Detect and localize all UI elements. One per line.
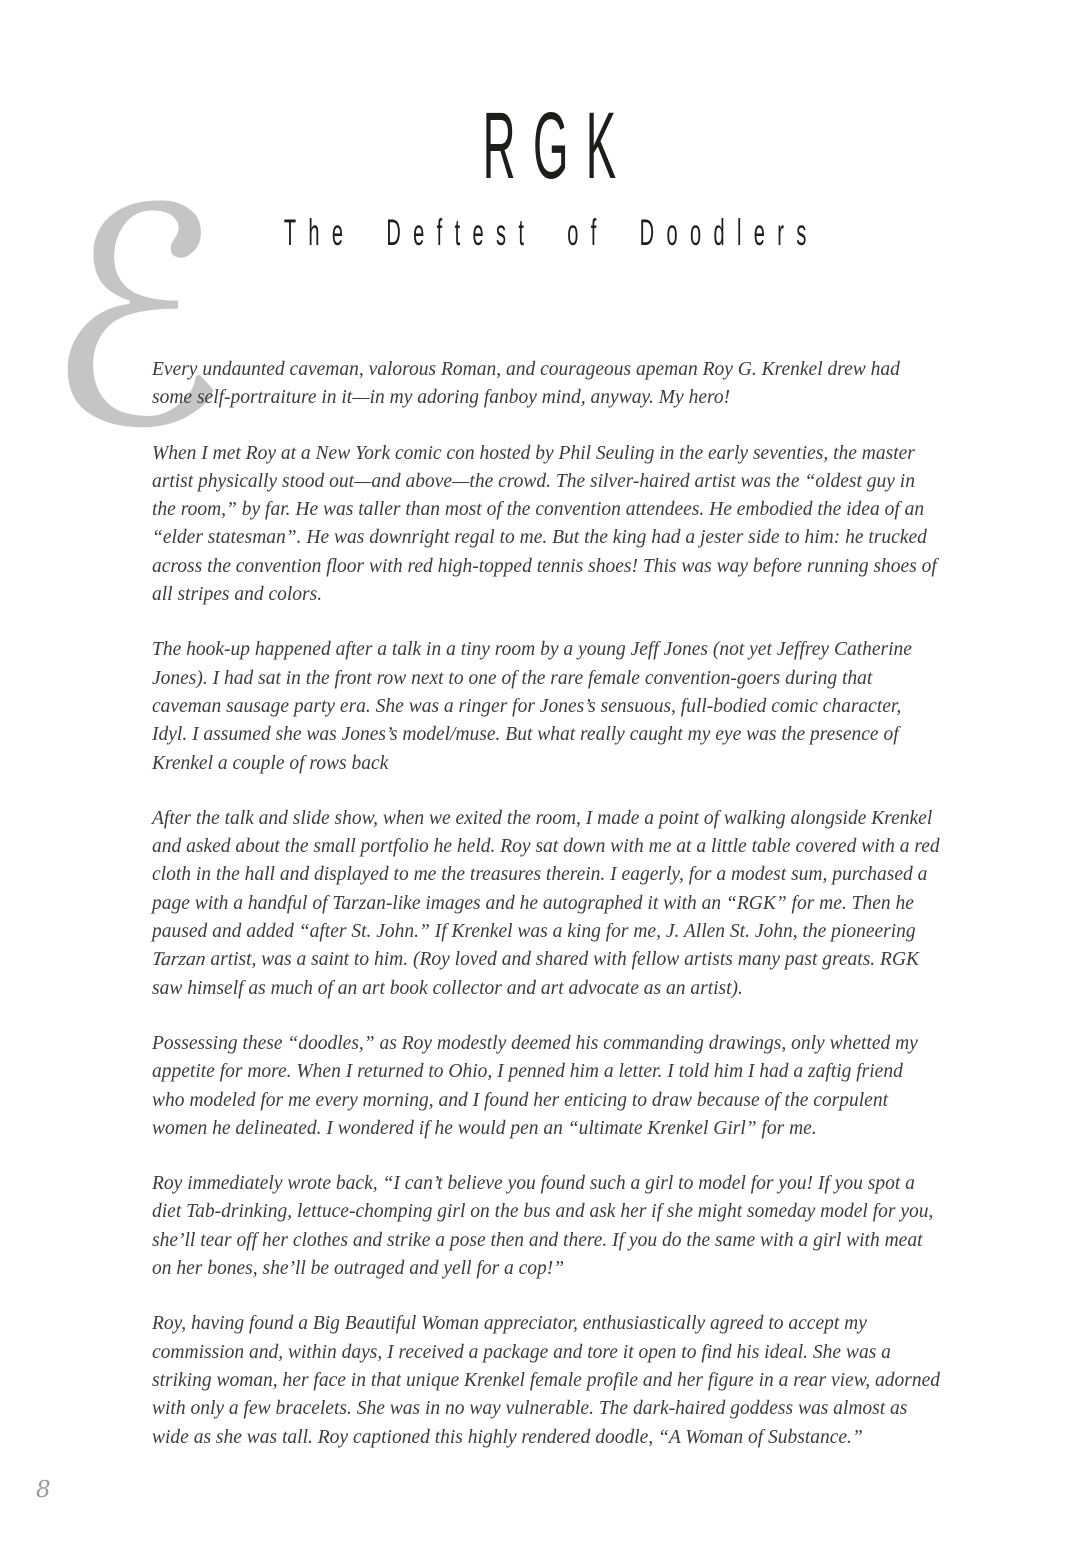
italic-run: Tarzan	[150, 949, 207, 971]
paragraph	[152, 1310, 940, 1451]
text-run: Possessing these “doodles,” as Roy modestly deemed his commanding drawings, only whetted my appetite for more. When I returned to Ohio, I penned him a letter. I told him I had a zaftig friend who modeled for me every morning, and I found her enticing to draw because of the corpulent women he delineated. I wondered if he would pen an “ultimate Krenkel Girl” for me.	[152, 1032, 918, 1139]
page-subtitle-text: The Deftest of Doodlers	[284, 212, 819, 253]
text-run: After the talk and slide show, when we exited the room, I made a point of walking alongside Krenkel and asked about the small portfolio he held. Roy sat down with me at a little table covered with a red cloth in the hall and displayed to me the treasures therein. I eagerly, for a modest sum, purchased a page with a handful of Tarzan-like images and he autographed it with an “RGK” for me. Then he paused and added “after St. John.” If Krenkel was a king for me, J. Allen St. John, the pioneering	[152, 807, 940, 943]
article-body	[152, 356, 940, 1479]
text-run: When I met Roy at a New York comic con hosted by Phil Seuling in the early seventies, the master artist physically stood out—and above—the crowd. The silver-haired artist was the “oldest guy in the room,” by far. He was taller than most of the convention attendees. He embodied the idea of an “elder statesman”. He was downright regal to me. But the king had a jester side to him: he trucked across the convention floor with red high-topped tennis shoes! This was way before running shoes of all stripes and colors.	[152, 442, 937, 606]
text-run: artist, was a saint to him. (Roy loved and shared with fellow artists many past greats. RGK saw himself as much of an art book collector and art advocate as an artist).	[152, 949, 920, 999]
paragraph	[152, 805, 940, 1003]
paragraph	[152, 636, 940, 777]
text-run: Roy, having found a Big Beautiful Woman appreciator, enthusiastically agreed to accept my commission and, within days, I received a package and tore it open to find his ideal. She was a striking woman, her face in that unique Krenkel female profile and her figure in a rear view, adorned with only a few bracelets. She was in no way vulnerable. The dark-haired goddess was almost as wide as she was tall. Roy captioned this highly rendered doodle, “A Woman of Substance.”	[152, 1313, 941, 1448]
page-number: 8	[36, 1477, 51, 1503]
text-run: Roy immediately wrote back, “I can’t believe you found such a girl to model for you! If you spot a diet Tab-drinking, lettuce-chomping girl on the bus and ask her if she might someday model for you, she’ll tear off her clothes and strike a pose then and there. If you do the same with a girl with meat on her bones, she’ll be outraged and yell for a cop!”	[152, 1173, 934, 1280]
paragraph	[152, 440, 940, 610]
text-run: The hook-up happened after a talk in a tiny room by a young Jeff Jones (not yet Jeffrey Catherine Jones). I had sat in the front row next to one of the rare female convention-goers during that caveman sausage party era. She was a ringer for Jones’s sensuous, full-bodied comic character, Idyl. I assumed she was Jones’s model/muse. But what really caught my eye was the presence of Krenkel a couple of rows back	[152, 639, 912, 774]
page-title-text: RGK	[482, 93, 634, 199]
drop-cap-initial: ℰ	[44, 145, 226, 494]
paragraph	[152, 1030, 940, 1143]
paragraph	[152, 356, 940, 413]
paragraph	[152, 1170, 940, 1283]
text-run: Every undaunted caveman, valorous Roman, and courageous apeman Roy G. Krenkel drew had some self-portraiture in it—in my adoring fanboy mind, anyway. My hero!	[152, 359, 900, 409]
